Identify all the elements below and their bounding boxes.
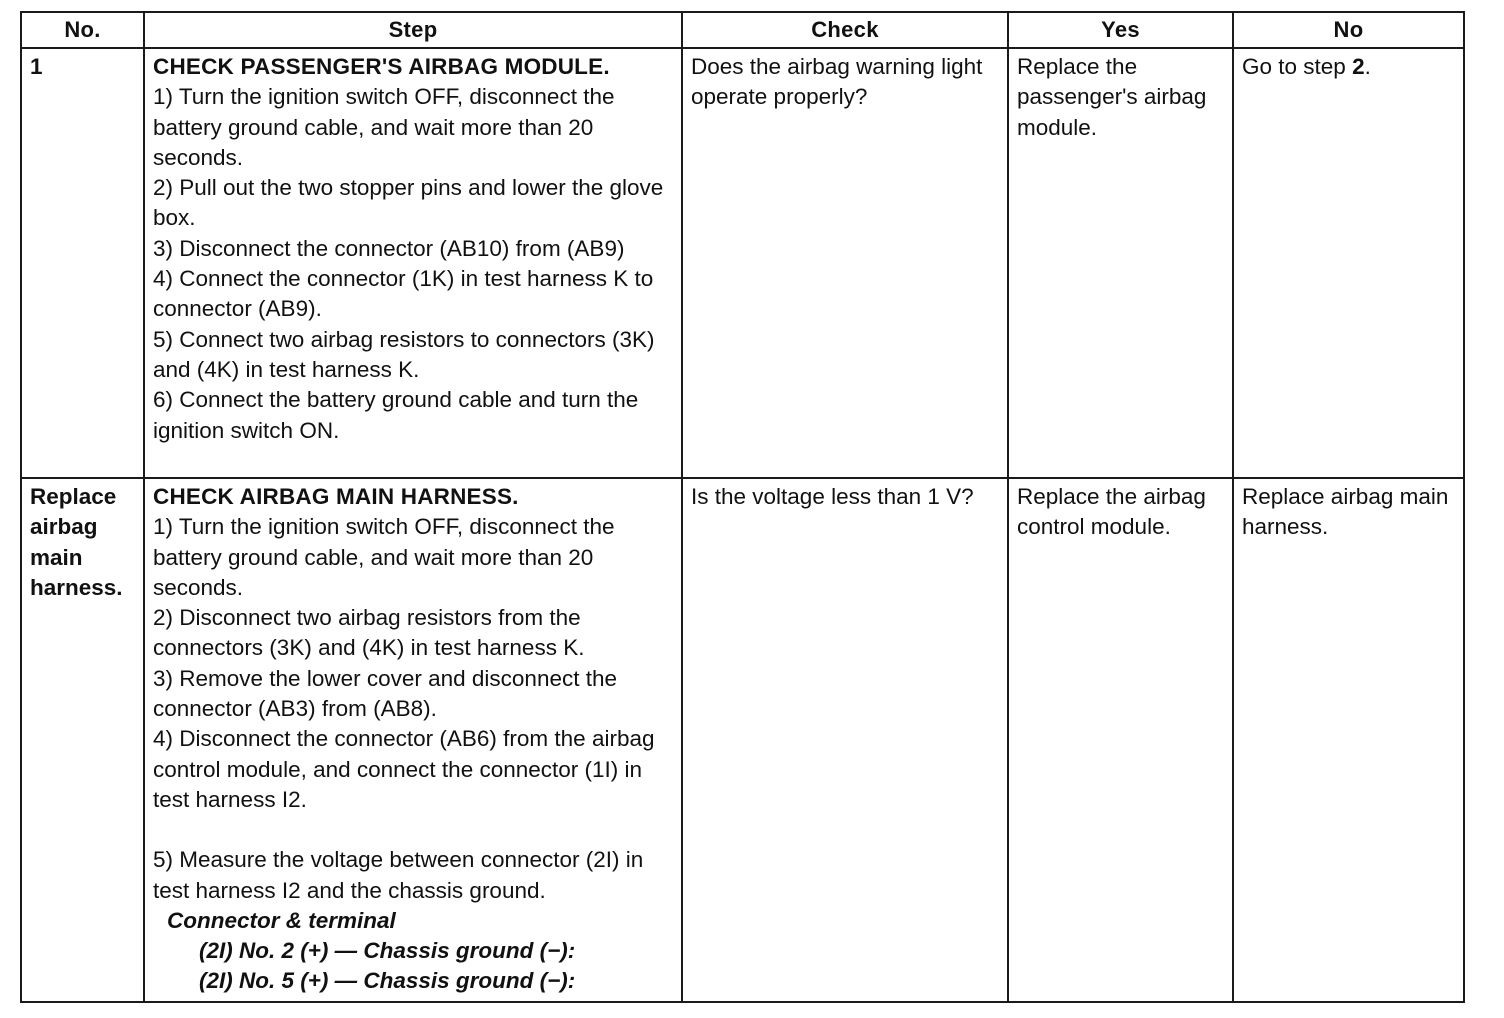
no-cell (1233, 478, 1464, 1002)
substep: 2) Pull out the two stopper pins and lower the glove box. (153, 175, 664, 231)
spec-line: (2I) No. 5 (+) — Chassis ground (−): (199, 968, 576, 994)
step-number: 1 (30, 54, 43, 79)
table-row (21, 48, 1464, 478)
no-action (1242, 52, 1457, 82)
header-check: Check (682, 12, 1008, 48)
goto-step-ref: 2 (1352, 54, 1365, 79)
substep: 5) Connect two airbag resistors to connectors (3K) and (4K) in test harness K. (153, 326, 655, 382)
substep: 6) Connect the battery ground cable and turn the ignition switch ON. (153, 387, 639, 443)
yes-cell (1008, 48, 1233, 478)
substep: 1) Turn the ignition switch OFF, disconnect the battery ground cable, and wait more than 20 seconds. (153, 84, 615, 170)
spec-line: (2I) No. 2 (+) — Chassis ground (−): (199, 938, 576, 964)
header-step: Step (144, 12, 682, 48)
check-cell (682, 48, 1008, 478)
yes-cell (1008, 478, 1233, 1002)
substep: 2) Disconnect two airbag resistors from the connectors (3K) and (4K) in test harness K. (153, 605, 585, 661)
header-no: No. (21, 12, 144, 48)
substep: 3) Remove the lower cover and disconnect the connector (AB3) from (AB8). (153, 665, 617, 722)
step-cell (144, 478, 682, 1002)
yes-action: Replace the airbag control module. (1017, 484, 1206, 540)
check-cell (682, 478, 1008, 1002)
step-cell (144, 48, 682, 478)
step-title: CHECK AIRBAG MAIN HARNESS. (153, 484, 519, 509)
substep: 5) Measure the voltage between connector (2I) in test harness I2 and the chassis ground. (153, 847, 644, 903)
substep: 4) Disconnect the connector (AB6) from the airbag control module, and connect the connector (1I) in test harness I2. (153, 726, 655, 812)
step-number: Replace airbag main harness. (30, 484, 123, 600)
check-question: Does the airbag warning light operate properly? (691, 54, 983, 110)
header-row (21, 12, 1464, 48)
step-title: CHECK PASSENGER'S AIRBAG MODULE. (153, 54, 610, 79)
header-yes: Yes (1008, 12, 1233, 48)
check-question: Is the voltage less than 1 V? (691, 484, 974, 509)
no-cell (1233, 48, 1464, 478)
substep: 3) Disconnect the connector (AB10) from (AB9) (153, 235, 625, 261)
substep: 4) Connect the connector (1K) in test harness K to connector (AB9). (153, 266, 654, 322)
step-number-cell (21, 478, 144, 1002)
diagnostic-table (20, 11, 1465, 1003)
step-number-cell (21, 48, 144, 478)
no-action: Replace airbag main harness. (1242, 484, 1449, 540)
substep: 1) Turn the ignition switch OFF, disconnect the battery ground cable, and wait more than 20 seconds. (153, 514, 615, 600)
header-no-result: No (1233, 12, 1464, 48)
table-row (21, 478, 1464, 1002)
no-action-prefix: Go to step (1242, 54, 1353, 79)
yes-action: Replace the passenger's airbag module. (1017, 54, 1207, 140)
no-action-suffix: . (1364, 54, 1371, 79)
spec-heading: Connector & terminal (167, 907, 396, 933)
spacer (153, 815, 675, 845)
